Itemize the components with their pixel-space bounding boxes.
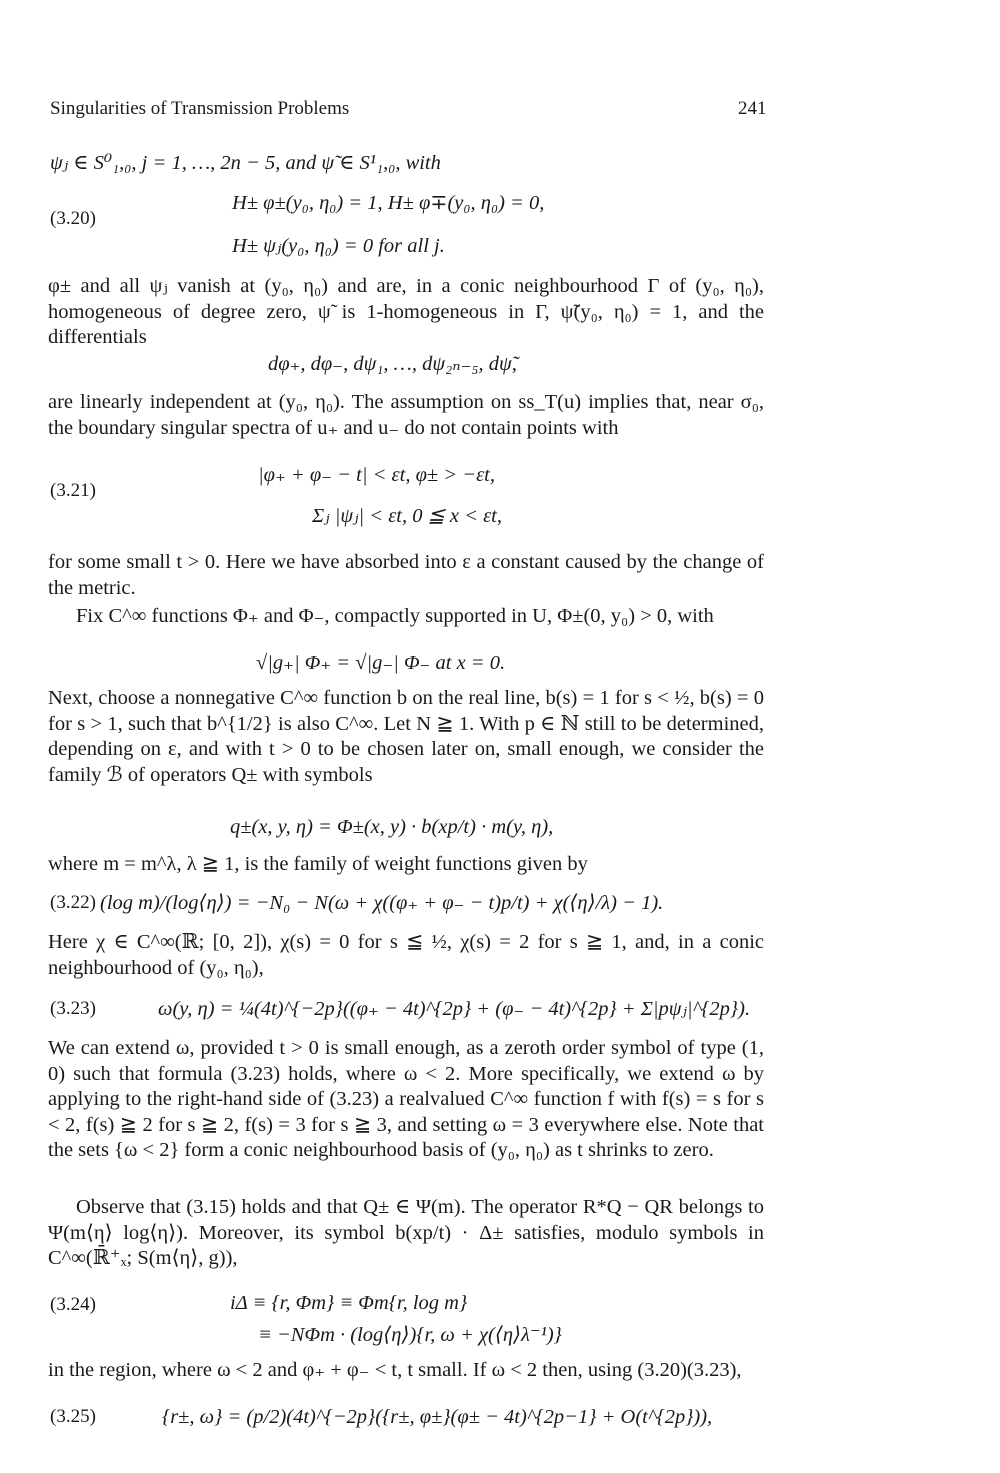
equation-3-22: (log m)/(log⟨η⟩) = −N₀ − N(ω + χ((φ₊ + φ₋ − t)p/t) + χ(⟨η⟩/λ) − 1). <box>100 892 664 914</box>
equation-3-24-line-2: ≡ −NΦm · (log⟨η⟩){r, ω + χ(⟨η⟩λ⁻¹)} <box>258 1324 562 1346</box>
paragraph-text: in the region, where ω < 2 and φ₊ + φ₋ < t, t small. If ω < 2 then, using (3.20)(3.23), <box>48 1359 742 1381</box>
paragraph-text: Observe that (3.15) holds and that Q± ∈ Ψ(m). The operator R*Q − QR belongs to Ψ(m⟨η⟩ log⟨η⟩). Moreover, its symbol b(xp/t) · Δ± satisfies, modulo symbols in C^∞(ℝ̄⁺ₓ; S(m⟨η⟩, g)), <box>48 1196 764 1270</box>
equation-3-21-line-2: Σⱼ |ψⱼ| < εt, 0 ≦ x < εt, <box>312 505 503 527</box>
text-line-symbol-classes: ψⱼ ∈ S⁰₁,₀, j = 1, …, 2n − 5, and ψ̃ ∈ S¹₁,₀, with <box>50 152 441 174</box>
paragraph-small-t <box>48 550 764 601</box>
equation-3-20-line-1: H± φ±(y₀, η₀) = 1, H± φ∓(y₀, η₀) = 0, <box>232 192 545 214</box>
paragraph-choose-b <box>48 686 764 788</box>
equation-3-21-line-1: |φ₊ + φ₋ − t| < εt, φ± > −εt, <box>258 464 495 486</box>
paragraph-text: Fix C^∞ functions Φ₊ and Φ₋, compactly supported in U, Φ±(0, y₀) > 0, with <box>76 605 714 627</box>
equation-3-23: ω(y, η) = ¼(4t)^{−2p}((φ₊ − 4t)^{2p} + (φ₋ − 4t)^{2p} + Σ|pψⱼ|^{2p}). <box>158 998 751 1020</box>
paragraph-text: are linearly independent at (y₀, η₀). The assumption on ss_T(u) implies that, near σ₀, the boundary singular spectra of u₊ and u₋ do not contain points with <box>48 391 764 439</box>
equation-3-25: {r±, ω} = (p/2)(4t)^{−2p}({r±, φ±}(φ± − 4t)^{2p−1} + O(t^{2p})), <box>162 1406 713 1428</box>
paragraph-weight-functions <box>48 852 764 878</box>
equation-number-3-25: (3.25) <box>50 1406 96 1427</box>
equation-number-3-23: (3.23) <box>50 998 96 1019</box>
equation-3-24-line-1: iΔ ≡ {r, Φm} ≡ Φm{r, log m} <box>230 1292 468 1314</box>
equation-number-3-20: (3.20) <box>50 208 96 229</box>
paragraph-text: φ± and all ψⱼ vanish at (y₀, η₀) and are, in a conic neighbourhood Γ of (y₀, η₀), homogeneous of degree zero, ψ̃ is 1-homogeneous in Γ, ψ̃(y₀, η₀) = 1, and the differentials <box>48 275 764 349</box>
running-head-title: Singularities of Transmission Problems <box>50 98 350 119</box>
paragraph-extend-omega <box>48 1036 764 1164</box>
equation-symbols-q: q±(x, y, η) = Φ±(x, y) · b(xp/t) · m(y, η), <box>230 816 554 838</box>
paragraph-text: for some small t > 0. Here we have absorbed into ε a constant caused by the change of the metric. <box>48 551 764 599</box>
paragraph-chi <box>48 930 764 981</box>
paragraph-text: We can extend ω, provided t > 0 is small enough, as a zeroth order symbol of type (1, 0) such that formula (3.23) holds, where ω < 2. More specifically, we extend ω by applying to the right-hand side of (3.23) a realvalued C^∞ function f with f(s) = s for s < 2, f(s) ≧ 2 for s ≧ 2, f(s) = 3 for s ≧ 3, and setting ω = 3 everywhere else. Note that the sets {ω < 2} form a conic neighbourhood basis of (y₀, η₀) as t shrinks to zero. <box>48 1037 764 1162</box>
paragraph-homogeneity <box>48 274 764 351</box>
page-number: 241 <box>738 98 767 119</box>
equation-differentials: dφ₊, dφ₋, dψ₁, …, dψ₂ₙ₋₅, dψ̃, <box>268 353 517 375</box>
paragraph-linear-independence <box>48 390 764 441</box>
paragraph-text: Here χ ∈ C^∞(ℝ; [0, 2]), χ(s) = 0 for s ≦ ½, χ(s) = 2 for s ≧ 1, and, in a conic neighbourhood of (y₀, η₀), <box>48 931 764 979</box>
paragraph-text: where m = m^λ, λ ≧ 1, is the family of weight functions given by <box>48 853 588 875</box>
paragraph-fix-functions <box>48 604 764 630</box>
paragraph-observe <box>48 1195 764 1272</box>
equation-number-3-22: (3.22) <box>50 892 96 913</box>
paragraph-region <box>48 1358 764 1384</box>
equation-number-3-24: (3.24) <box>50 1294 96 1315</box>
equation-sqrt-condition: √|g₊| Φ₊ = √|g₋| Φ₋ at x = 0. <box>256 652 506 674</box>
equation-number-3-21: (3.21) <box>50 480 96 501</box>
paragraph-text: Next, choose a nonnegative C^∞ function b on the real line, b(s) = 1 for s < ½, b(s) = 0 for s > 1, such that b^{1/2} is also C^∞. Let N ≧ 1. With p ∈ ℕ still to be determined, depending on ε, and with t > 0 to be chosen later on, small enough, we consider the family ℬ of operators Q± with symbols <box>48 687 764 786</box>
equation-3-20-line-2: H± ψⱼ(y₀, η₀) = 0 for all j. <box>232 235 445 257</box>
